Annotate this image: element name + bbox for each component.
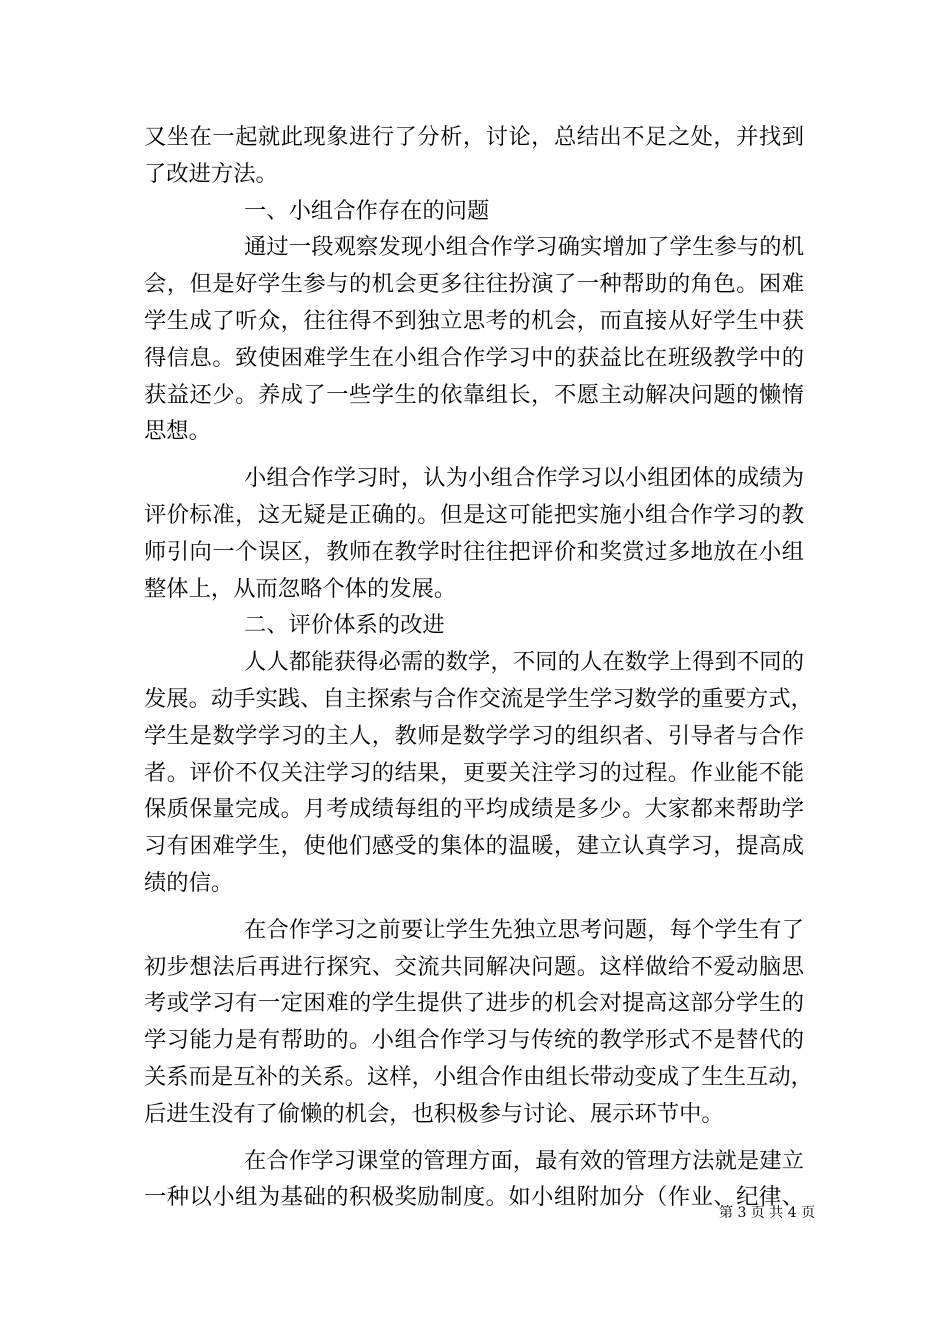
text-line: 小组合作学习时，认为小组合作学习以小组团体的成绩为: [244, 465, 804, 492]
text-line: 后进生没有了偷懒的机会，也积极参与讨论、展示环节中。: [144, 1100, 724, 1127]
text-line: 者。评价不仅关注学习的结果，更要关注学习的过程。作业能不能: [144, 759, 804, 786]
text-line: 得信息。致使困难学生在小组合作学习中的获益比在班级教学中的: [144, 344, 804, 371]
text-line: 学生是数学学习的主人，教师是数学学习的组织者、引导者与合作: [144, 722, 804, 749]
paragraph-3: [144, 644, 813, 902]
section-heading-2: 二、评价体系的改进: [244, 612, 445, 639]
text-line: 获益还少。养成了一些学生的依靠组长，不愿主动解决问题的懒惰: [144, 381, 804, 408]
paragraph-2: [144, 460, 804, 607]
section-heading-1: 一、小组合作存在的问题: [244, 197, 490, 224]
text-line: 在合作学习之前要让学生先独立思考问题，每个学生有了: [244, 916, 804, 943]
text-line: 会，但是好学生参与的机会更多往往扮演了一种帮助的角色。困难: [144, 271, 804, 298]
text-line: 学生成了听众，往往得不到独立思考的机会，而直接从好学生中获: [144, 307, 804, 334]
text-line: 考或学习有一定困难的学生提供了进步的机会对提高这部分学生的: [144, 990, 804, 1017]
text-line: 保质保量完成。月考成绩每组的平均成绩是多少。大家都来帮助学: [144, 796, 804, 823]
text-line: 了改进方法。: [144, 160, 278, 187]
text-line: 绩的信。: [144, 869, 234, 896]
text-line: 在合作学习课堂的管理方面，最有效的管理方法就是建立: [244, 1147, 804, 1174]
intro-paragraph: [144, 119, 804, 193]
text-line: 师引向一个误区，教师在教学时往往把评价和奖赏过多地放在小组: [144, 538, 804, 565]
paragraph-5: [144, 1143, 804, 1217]
text-line: 初步想法后再进行探究、交流共同解决问题。这样做给不爱动脑思: [144, 953, 804, 980]
text-line: 关系而是互补的关系。这样，小组合作由组长带动变成了生生互动，: [144, 1063, 813, 1090]
text-line: 评价标准，这无疑是正确的。但是这可能把实施小组合作学习的教: [144, 501, 804, 528]
paragraph-4: [144, 912, 813, 1133]
document-body: [144, 119, 813, 1216]
text-line: 一种以小组为基础的积极奖励制度。如小组附加分（作业、纪律、: [144, 1184, 804, 1211]
text-line: 发展。动手实践、自主探索与合作交流是学生学习数学的重要方式，: [144, 685, 813, 712]
text-line: 整体上，从而忽略个体的发展。: [144, 575, 457, 602]
text-line: 又坐在一起就此现象进行了分析，讨论，总结出不足之处，并找到: [144, 124, 804, 150]
text-line: 学习能力是有帮助的。小组合作学习与传统的教学形式不是替代的: [144, 1027, 804, 1054]
text-line: 习有困难学生，使他们感受的集体的温暖，建立认真学习，提高成: [144, 833, 804, 860]
page-number-footer: 第 3 页 共 4 页: [719, 1205, 816, 1221]
text-line: 通过一段观察发现小组合作学习确实增加了学生参与的机: [244, 234, 804, 261]
paragraph-1: [144, 229, 804, 450]
text-line: 人人都能获得必需的数学，不同的人在数学上得到不同的: [244, 649, 804, 676]
text-line: 思想。: [144, 418, 211, 445]
